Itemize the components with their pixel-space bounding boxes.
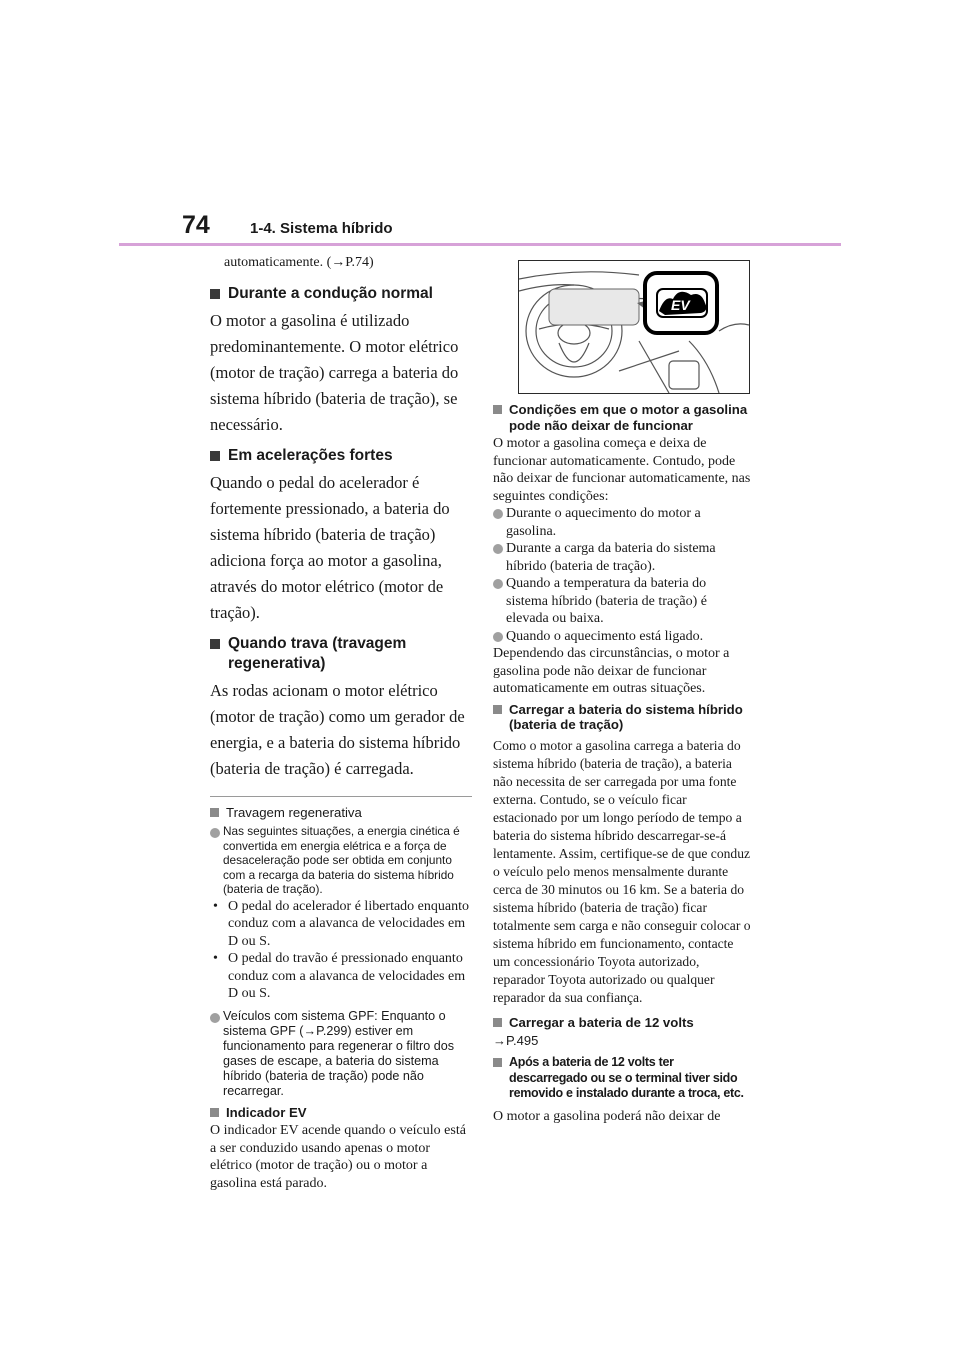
intro-text: automaticamente. (→P.74) xyxy=(224,255,374,270)
paragraph-after-12v-discharge: O motor a gasolina poderá não deixar de xyxy=(493,1108,721,1124)
bullet-mark: • xyxy=(213,951,218,966)
heading-engine-conditions xyxy=(493,402,751,433)
square-bullet-icon xyxy=(210,451,220,461)
bullet-text: Veículos com sistema GPF: Enquanto o sistema GPF (→P.299) estiver em funcionamento para regenerar o filtro dos gases de escape, a bateria do sistema híbrido (bateria de tração) pode não recarregar. xyxy=(223,1008,455,1098)
bullet-text: Quando o aquecimento está ligado. xyxy=(506,628,704,644)
circle-bullet-icon xyxy=(210,828,220,838)
heading-text: Após a bateria de 12 volts ter descarregado ou se o terminal tiver sido removido e instalado durante a troca, etc. xyxy=(509,1055,744,1100)
page-reference-12v: →P.495 xyxy=(493,1033,539,1048)
condition-bullet-3 xyxy=(493,575,751,628)
section-divider xyxy=(210,796,472,797)
square-bullet-icon xyxy=(210,1108,219,1117)
dash-text: O pedal do travão é pressionado enquanto conduz com a alavanca de velocidades em D ou S. xyxy=(228,951,466,1001)
regen-bullet-2 xyxy=(210,1009,472,1099)
heading-ev-indicator xyxy=(210,1105,472,1121)
header-rule xyxy=(119,243,841,246)
circle-bullet-icon xyxy=(493,509,503,519)
section-title: 1-4. Sistema híbrido xyxy=(250,220,393,237)
square-bullet-icon xyxy=(493,1018,502,1027)
square-bullet-icon xyxy=(493,1058,502,1067)
heading-text: Quando trava (travagem regenerativa) xyxy=(228,634,407,672)
dashboard-illustration xyxy=(518,260,750,394)
bullet-text: Durante o aquecimento do motor a gasolina. xyxy=(506,506,701,539)
heading-text: Durante a condução normal xyxy=(228,284,433,302)
heading-text: Carregar a bateria de 12 volts xyxy=(509,1014,694,1030)
heading-text: Em acelerações fortes xyxy=(228,446,393,464)
paragraph-engine-conditions: O motor a gasolina começa e deixa de funcionar automaticamente. Contudo, pode não deixar de funcionar automaticamente, nas seguintes condições: xyxy=(493,436,751,504)
ev-icon-label: EV xyxy=(671,297,690,313)
regen-bullet-1 xyxy=(210,824,472,897)
heading-charge-12v-battery xyxy=(493,1015,751,1031)
heading-strong-acceleration xyxy=(210,446,472,466)
square-bullet-icon xyxy=(493,705,502,714)
circle-bullet-icon xyxy=(210,1013,220,1023)
page-number: 74 xyxy=(182,211,210,239)
paragraph-normal-driving: O motor a gasolina é utilizado predominantemente. O motor elétrico (motor de tração) carrega a bateria do sistema híbrido (bateria de tração), se necessário. xyxy=(210,310,459,434)
square-bullet-icon xyxy=(210,808,219,817)
heading-text: Travagem regenerativa xyxy=(226,804,362,820)
bullet-text: Quando a temperatura da bateria do sistema híbrido (bateria de tração) é elevada ou baixa. xyxy=(506,576,707,626)
bullet-mark: • xyxy=(213,898,218,914)
square-bullet-icon xyxy=(493,405,502,414)
paragraph-engine-conditions-2: Dependendo das circunstâncias, o motor a gasolina pode não deixar de funcionar automaticamente em outras situações. xyxy=(493,646,730,696)
dashboard-drawing xyxy=(519,261,749,393)
left-column xyxy=(210,254,472,1192)
dash-text: O pedal do acelerador é libertado enquanto conduz com a alavanca de velocidades em D ou S. xyxy=(228,898,470,949)
regen-dash-item-1 xyxy=(210,898,472,951)
square-bullet-icon xyxy=(210,289,220,299)
bullet-text: Nas seguintes situações, a energia cinética é convertida em energia elétrica e a força de desaceleração pode ser obtida em conjunto com a recarga da bateria do sistema híbrido (bateria de tração). xyxy=(223,824,460,896)
condition-bullet-1 xyxy=(493,505,751,540)
paragraph-charge-hybrid-battery: Como o motor a gasolina carrega a bateria do sistema híbrido (bateria de tração), a bateria não necessita de ser carregada por uma fonte externa. Contudo, se o veículo ficar estacionado por um longo período de tempo a bateria do sistema híbrido descarregar-se-á lentamente. Assim, certifique-se de que conduz o veículo pelo menos mensalmente durante cerca de 30 minutos ou 16 km. Se a bateria do sistema híbrido (bateria de tração) ficar totalmente sem carga e não conseguir colocar o sistema híbrido em funcionamento, contacte um concessionário Toyota autorizado, reparador Toyota autorizado ou qualquer reparador da sua confiança. xyxy=(493,737,751,1005)
bullet-text: Durante a carga da bateria do sistema híbrido (bateria de tração). xyxy=(506,541,716,574)
right-column xyxy=(493,260,751,1125)
paragraph-strong-acceleration: Quando o pedal do acelerador é fortemente pressionado, a bateria do sistema híbrido (bateria de tração) adiciona força ao motor a gasolina, através do motor elétrico (motor de tração). xyxy=(210,472,450,622)
circle-bullet-icon xyxy=(493,632,503,642)
heading-braking xyxy=(210,634,472,674)
circle-bullet-icon xyxy=(493,579,503,589)
heading-text: Indicador EV xyxy=(226,1104,307,1120)
paragraph-ev-indicator: O indicador EV acende quando o veículo está a ser conduzido usando apenas o motor elétrico (motor de tração) ou o motor a gasolina está parado. xyxy=(210,1123,466,1191)
regen-dash-item-2 xyxy=(210,950,472,1003)
square-bullet-icon xyxy=(210,639,220,649)
paragraph-braking: As rodas acionam o motor elétrico (motor de tração) como um gerador de energia, e a bateria do sistema híbrido (bateria de tração) é carregada. xyxy=(210,680,465,778)
heading-charge-hybrid-battery xyxy=(493,702,751,733)
heading-after-12v-discharge xyxy=(493,1055,751,1102)
condition-bullet-2 xyxy=(493,540,751,575)
condition-bullet-4 xyxy=(493,628,751,646)
heading-normal-driving xyxy=(210,284,472,304)
heading-text: Carregar a bateria do sistema híbrido (bateria de tração) xyxy=(509,701,743,732)
heading-regenerative-braking xyxy=(210,805,472,821)
circle-bullet-icon xyxy=(493,544,503,554)
heading-text: Condições em que o motor a gasolina pode não deixar de funcionar xyxy=(509,402,748,433)
